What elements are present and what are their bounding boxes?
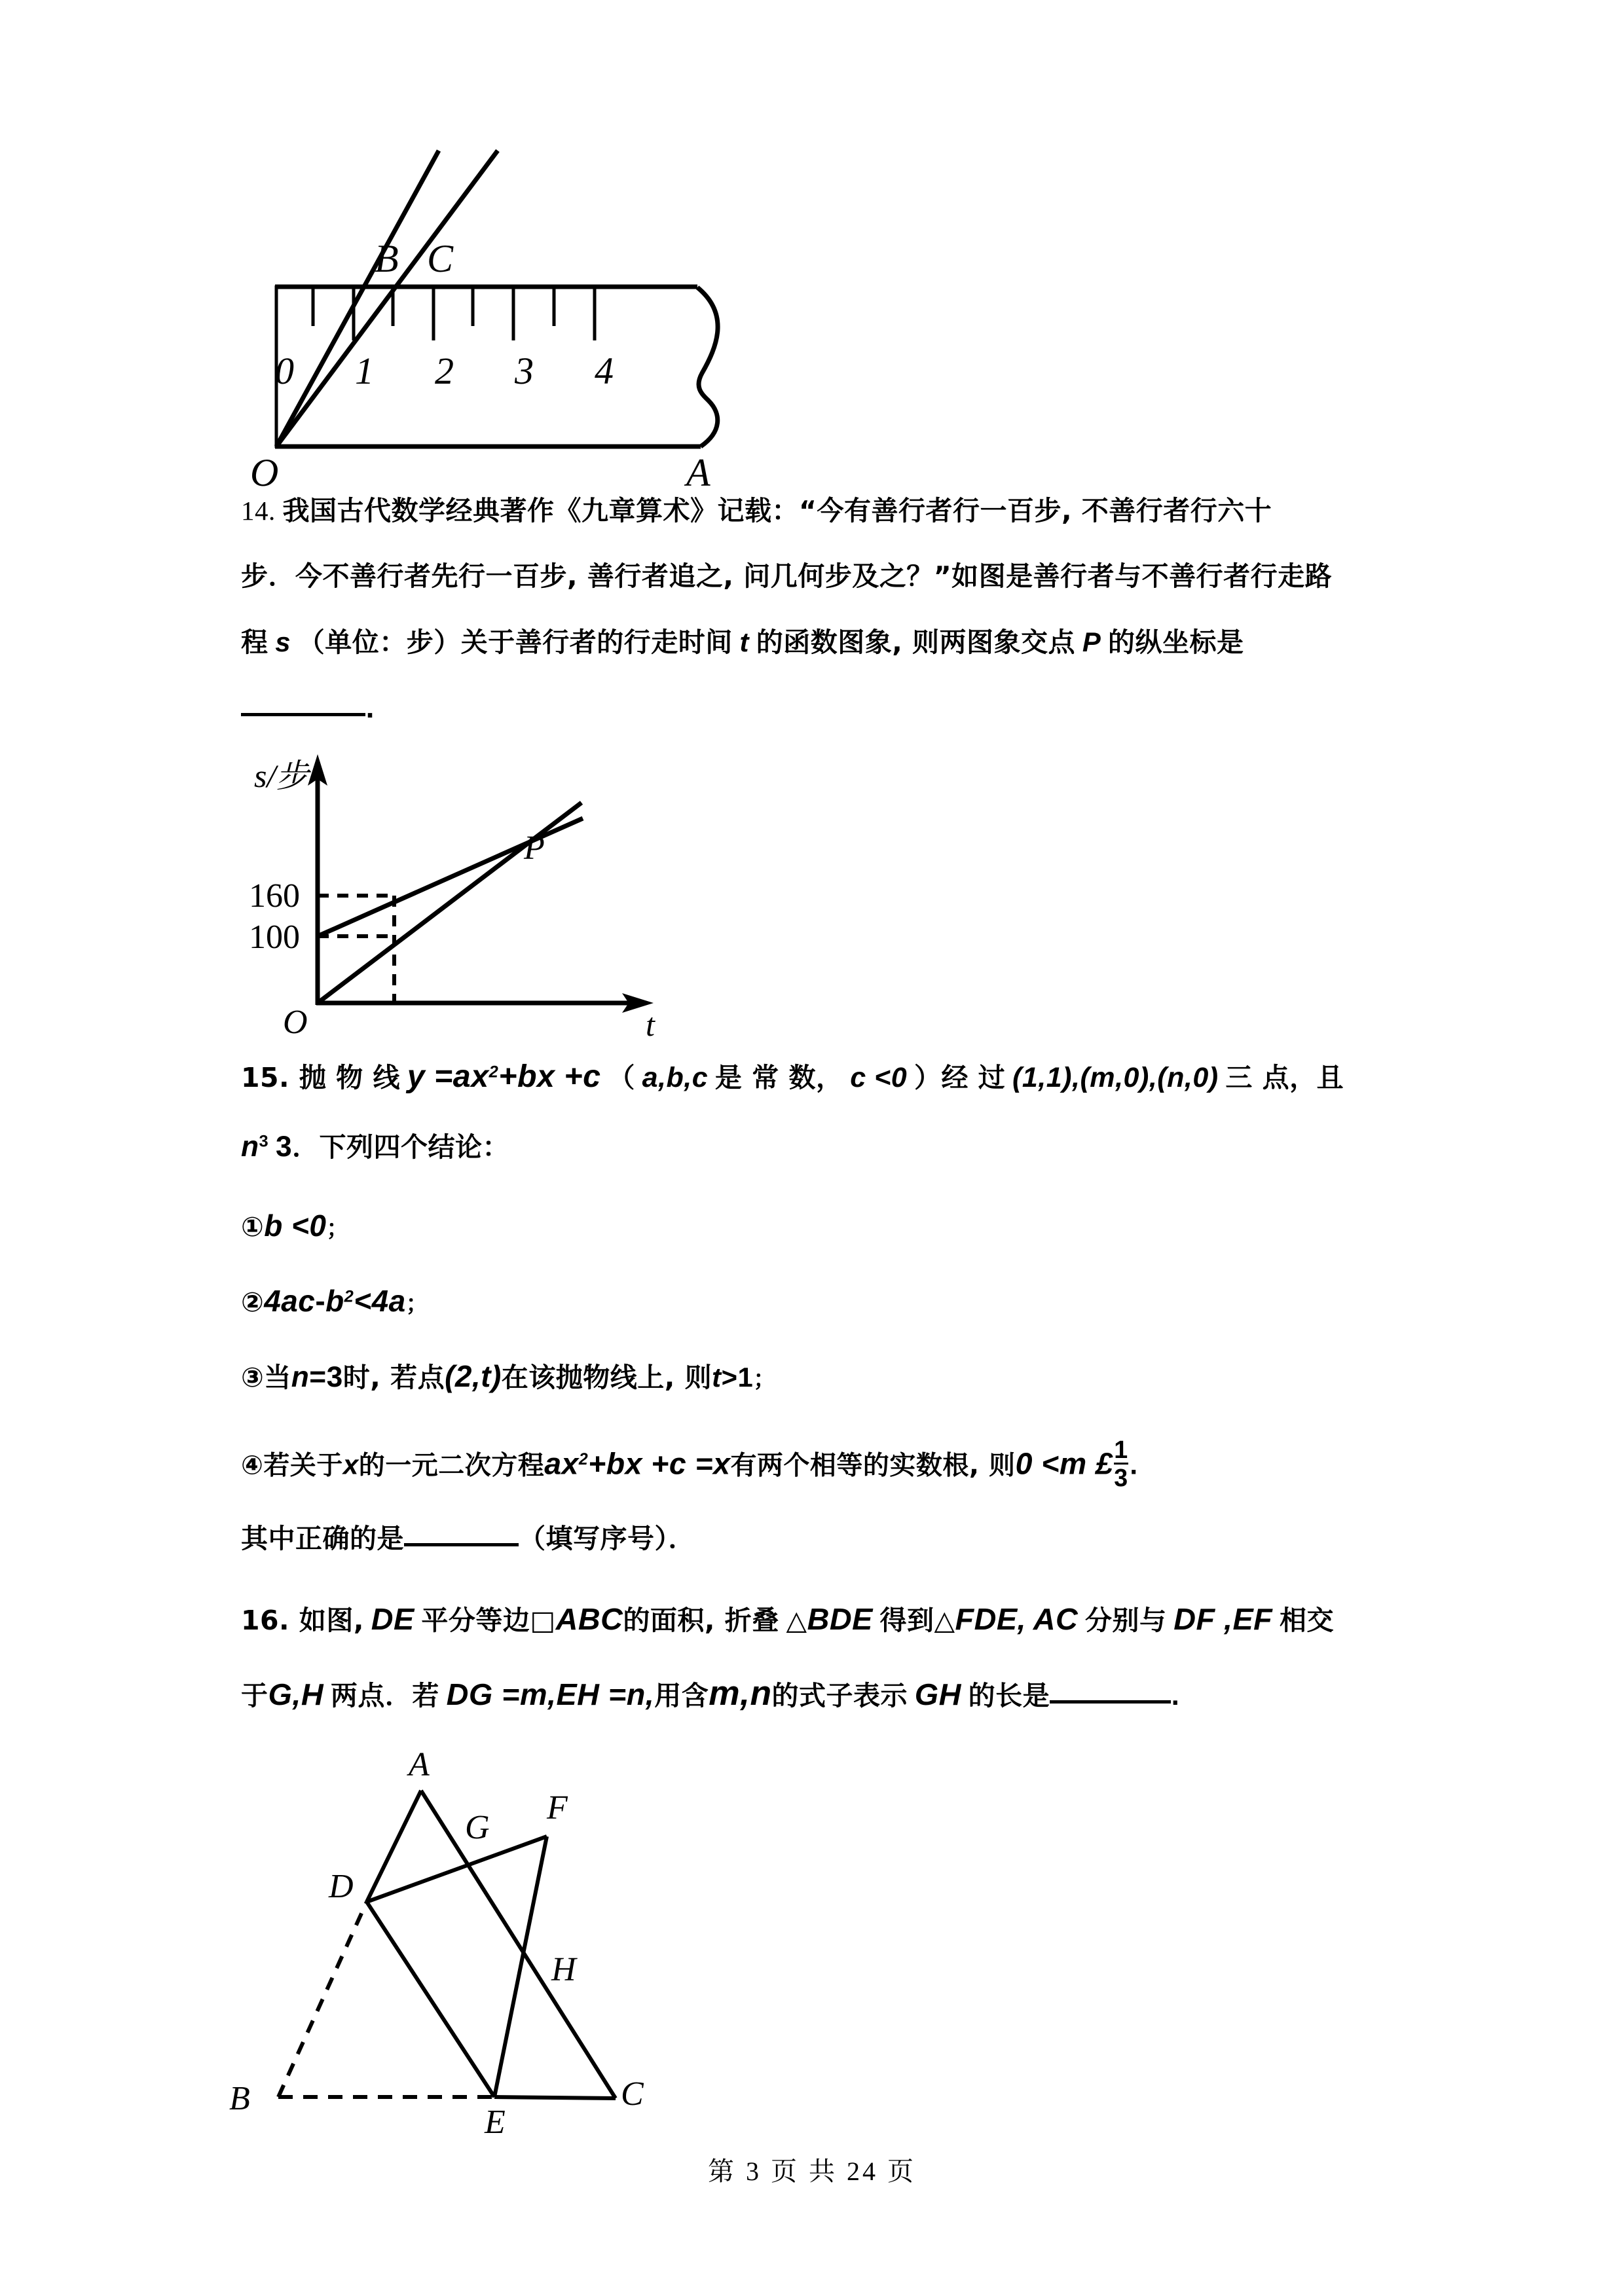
- question-16-text-2e: 的长是: [968, 1680, 1050, 1711]
- graph-y-tick-100: 100: [249, 919, 300, 956]
- fraction-one-third: [1114, 1437, 1128, 1491]
- folded-equilateral-triangle-figure: [223, 1735, 681, 2141]
- semicolon-3: ；: [753, 1366, 777, 1393]
- vertex-label-E: E: [485, 2104, 506, 2141]
- question-16-text-2b: 两点．若: [330, 1680, 439, 1711]
- constants-abc: a,b,c: [642, 1062, 709, 1093]
- segment-AC: AC: [1033, 1602, 1079, 1636]
- question-14-answer-line: [241, 695, 375, 722]
- question-14-text-2: 步．今不善行者先行一百步, 善行者追之, 问几何步及之？”如图是善行者与不善行者行走路: [241, 560, 1333, 592]
- question-15-answer-prompt: 其中正确的是: [241, 1523, 404, 1554]
- conclusion-3-t: t: [712, 1362, 722, 1393]
- question-16-answer-blank[interactable]: [1050, 1700, 1171, 1704]
- question-15-text-1c: 是 常 数，: [714, 1062, 843, 1093]
- ruler-point-label-B: B: [375, 237, 399, 280]
- conclusion-3-gt1: >1: [721, 1362, 754, 1393]
- ruler-point-label-A: A: [686, 451, 710, 494]
- vertex-label-G: G: [465, 1809, 490, 1846]
- segment-GH: GH: [914, 1677, 961, 1711]
- question-15-text-1e: 三 点，且: [1225, 1062, 1344, 1093]
- fraction-numerator: 1: [1114, 1436, 1128, 1463]
- page-footer: 第 3 页 共 24 页: [708, 2157, 916, 2186]
- exponent-2b: 2: [344, 1287, 354, 1306]
- conclusion-2-lt4a: <4a: [354, 1284, 406, 1318]
- conclusion-4-eq-part2: +bx +c =x: [588, 1446, 731, 1481]
- question-15-number: 15. 抛 物 线: [241, 1062, 400, 1093]
- variable-s: s: [275, 627, 291, 657]
- question-14-text-3b: （单位：步）关于善行者的行走时间: [297, 627, 733, 658]
- triangle-BDE: BDE: [807, 1602, 873, 1636]
- question-15-conclusion-3: [241, 1359, 777, 1393]
- three-points: (1,1),(m,0),(n,0): [1012, 1062, 1219, 1093]
- equation-EH-n: EH =n,: [556, 1677, 655, 1711]
- question-15-conclusion-1: [241, 1211, 350, 1241]
- question-15-answer-line: [241, 1525, 695, 1552]
- vertex-label-F: F: [547, 1789, 568, 1827]
- conclusion-marker-4: ④: [241, 1450, 264, 1481]
- question-14-line-1: [241, 495, 1272, 526]
- graph-intersection-label-P: P: [524, 829, 545, 867]
- question-16-line-2: [241, 1676, 1180, 1711]
- question-14-text-1: 我国古代数学经典著作《九章算术》记载：“今有善行者行一百步, 不善行者行六十: [282, 495, 1272, 526]
- conclusion-3-text-b: 时, 若点: [342, 1362, 445, 1393]
- value-3: 3: [275, 1131, 293, 1163]
- conclusion-4-text-c: 有两个相等的实数根, 则: [730, 1450, 1016, 1481]
- conclusion-2-4ac: 4ac: [264, 1284, 316, 1318]
- conclusion-4-eq-part1: ax: [544, 1446, 579, 1481]
- semicolon-1: ；: [326, 1216, 350, 1242]
- exponent-2: 2: [489, 1063, 499, 1082]
- question-14-text-3a: 程: [241, 627, 268, 658]
- ruler-point-label-C: C: [427, 237, 454, 280]
- graph-x-axis-label: t: [646, 1006, 655, 1043]
- question-16-text-1f: 相交: [1279, 1605, 1334, 1636]
- conclusion-marker-1: ①: [241, 1211, 265, 1243]
- question-16-text-2d: 的式子表示: [771, 1680, 908, 1711]
- question-14-line-3: [241, 629, 1244, 656]
- graph-origin-label: O: [283, 1004, 308, 1041]
- question-14-text-3c: 的函数图象, 则两图象交点: [756, 627, 1076, 658]
- question-16-period: .: [1171, 1685, 1180, 1711]
- ruler-tick-label-3: 3: [515, 350, 534, 392]
- paren-open: （: [608, 1062, 635, 1093]
- conclusion-4-inequality: 0 <m £: [1015, 1446, 1113, 1481]
- ge-artifact-superscript: 3: [259, 1132, 269, 1151]
- conclusion-marker-2: ②: [241, 1286, 265, 1318]
- question-16-number: 16. 如图,: [241, 1605, 364, 1636]
- graph-y-tick-160: 160: [249, 877, 300, 915]
- ruler-point-label-O: O: [250, 451, 279, 494]
- triangle-FDE: FDE,: [955, 1602, 1026, 1636]
- minus-sign: -: [315, 1284, 326, 1318]
- conclusion-3-when: 当: [264, 1362, 291, 1393]
- triangle-symbol-2: △: [934, 1605, 955, 1636]
- vertex-label-C: C: [621, 2075, 644, 2113]
- ruler-with-two-rays-figure: [236, 151, 786, 494]
- equation-DG-m: DG =m,: [446, 1677, 557, 1711]
- parabola-equation-part1: y =ax: [407, 1059, 489, 1094]
- vertex-label-B: B: [229, 2080, 250, 2117]
- points-G-H: G,H: [268, 1677, 324, 1711]
- ruler-tick-label-2: 2: [435, 350, 454, 392]
- question-14-text-3d: 的纵坐标是: [1107, 627, 1244, 658]
- vertex-label-D: D: [329, 1868, 354, 1905]
- question-15-text-2: ．下列四个结论：: [292, 1131, 510, 1163]
- question-16-text-2c: 用含: [654, 1680, 709, 1711]
- conclusion-3-text-c: 在该抛物线上, 则: [501, 1362, 712, 1393]
- conclusion-4-text-a: 若关于: [263, 1450, 343, 1481]
- conclusion-1-body: b <0: [264, 1209, 327, 1243]
- triangle-symbol-1: △: [786, 1605, 807, 1636]
- question-16-line-1: [241, 1604, 1334, 1635]
- conclusion-3-point: (2,t): [445, 1359, 502, 1393]
- point-p-label: P: [1082, 627, 1101, 657]
- ruler-tick-label-1: 1: [355, 350, 374, 392]
- semicolon-2: ；: [405, 1291, 430, 1317]
- question-15-answer-note: （填写序号）．: [519, 1523, 695, 1554]
- missing-glyph-triangle: □: [530, 1605, 556, 1636]
- question-16-text-1d: 得到: [879, 1605, 934, 1636]
- conclusion-3-n: n: [291, 1361, 310, 1393]
- conclusion-4-period: .: [1129, 1453, 1139, 1480]
- question-15-line-2: [241, 1133, 509, 1161]
- condition-c-lt-0: c <0: [850, 1062, 908, 1093]
- segment-EF: EF: [1232, 1602, 1273, 1636]
- vertex-label-H: H: [551, 1951, 576, 1988]
- ruler-tick-label-4: 4: [595, 350, 614, 392]
- conclusion-3-eq3: =3: [309, 1361, 343, 1393]
- question-14-period: .: [365, 695, 375, 723]
- fraction-denominator: 3: [1114, 1464, 1128, 1492]
- question-15-answer-blank[interactable]: [404, 1543, 519, 1546]
- question-16-text-1c: 的面积, 折叠: [623, 1605, 779, 1636]
- variable-t: t: [739, 627, 749, 657]
- conclusion-2-b: b: [325, 1284, 344, 1318]
- conclusion-4-x: x: [342, 1449, 359, 1480]
- question-16-text-2a: 于: [241, 1680, 268, 1711]
- exponent-2c: 2: [578, 1451, 589, 1469]
- question-16-text-1e: 分别与: [1084, 1605, 1167, 1636]
- graph-y-axis-label: s/步: [254, 757, 309, 794]
- question-14-answer-blank[interactable]: [241, 713, 365, 716]
- variable-n: n: [241, 1131, 259, 1163]
- segment-DE: DE: [371, 1602, 415, 1636]
- question-15-text-1d: ）经 过: [913, 1062, 1006, 1093]
- variables-m-n: m,n: [709, 1674, 772, 1713]
- segment-DF: DF ,: [1173, 1602, 1233, 1636]
- ruler-tick-label-0: 0: [275, 350, 294, 392]
- question-14-line-2: [241, 560, 1333, 592]
- question-15-line-1: [241, 1061, 1344, 1092]
- question-14-number: 14.: [241, 496, 276, 526]
- question-15-conclusion-2: [241, 1286, 429, 1317]
- conclusion-marker-3: ③: [241, 1362, 265, 1393]
- distance-time-line-graph: [242, 740, 688, 1043]
- question-16-text-1b: 平分等边: [421, 1605, 530, 1636]
- question-15-conclusion-4: [241, 1437, 1138, 1491]
- triangle-ABC: ABC: [555, 1602, 623, 1636]
- vertex-label-A: A: [409, 1746, 430, 1783]
- parabola-equation-part2: +bx +c: [498, 1059, 601, 1094]
- conclusion-4-text-b: 的一元二次方程: [358, 1450, 545, 1481]
